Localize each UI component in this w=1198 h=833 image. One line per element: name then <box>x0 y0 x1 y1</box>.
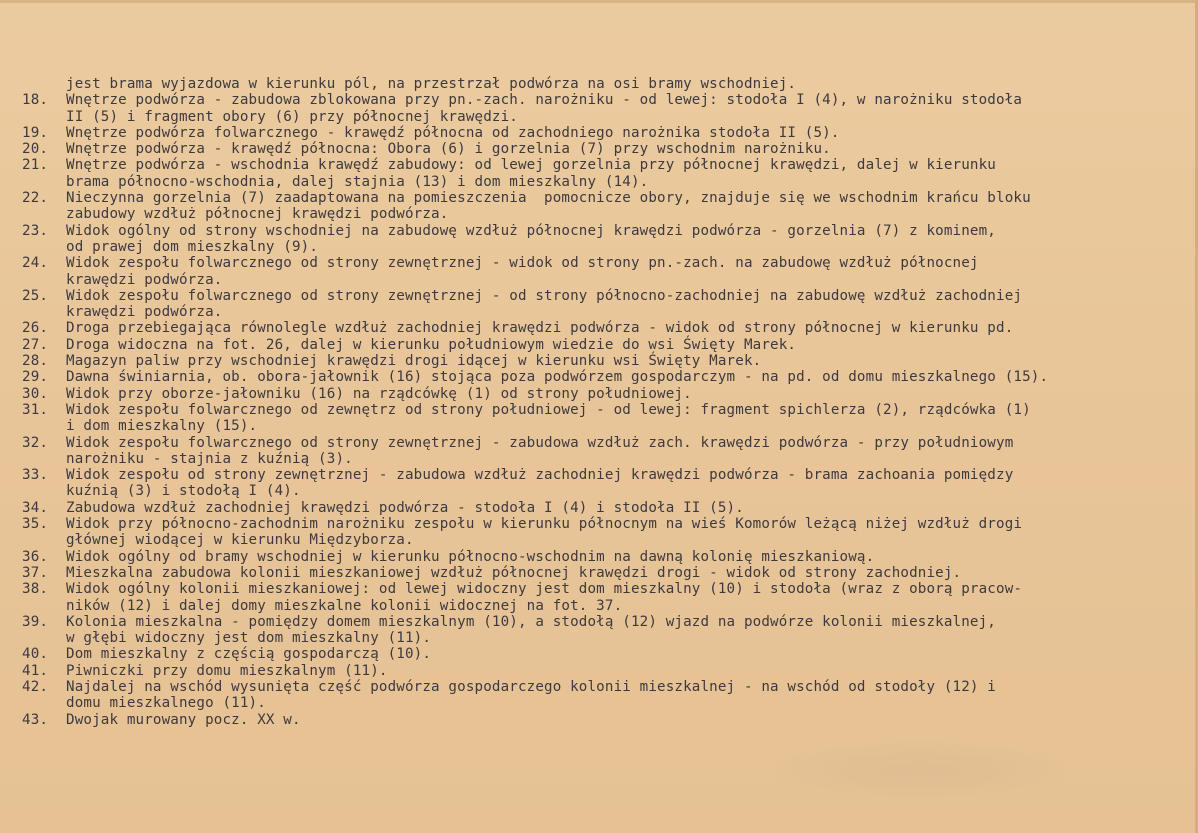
item-number: 35. <box>22 516 49 533</box>
list-item <box>22 320 1194 336</box>
text-line: Kolonia mieszkalna - pomiędzy domem mieszkalnym (10), a stodołą (12) wjazd na podwórze kolonii mieszkalnej, <box>66 613 997 630</box>
text-line: kuźnią (3) i stodołą I (4). <box>66 483 301 500</box>
item-number: 40. <box>22 646 49 663</box>
item-number: 29. <box>22 369 49 386</box>
item-text <box>66 581 1194 614</box>
text-line: Najdalej na wschód wysunięta część podwórza gospodarczego kolonii mieszkalnej - na wschód od stodoły (12) i <box>66 678 997 695</box>
item-text <box>66 288 1194 321</box>
item-number: 32. <box>22 434 49 451</box>
text-line: Widok zespołu folwarcznego od strony zewnętrznej - od strony północno-zachodniej na zabudowę wzdłuż zachodniej <box>66 287 1023 304</box>
list-item <box>22 76 1194 92</box>
list-item <box>22 646 1194 662</box>
item-number: 18. <box>22 92 49 109</box>
item-number: 31. <box>22 401 49 418</box>
list-item <box>22 516 1194 549</box>
item-number: 42. <box>22 678 49 695</box>
list-item <box>22 386 1194 402</box>
list-item <box>22 141 1194 157</box>
caption-list <box>22 76 1194 728</box>
text-line: domu mieszkalnego (11). <box>66 695 266 712</box>
list-item <box>22 712 1194 728</box>
text-line: narożniku - stajnia z kuźnią (3). <box>66 450 353 467</box>
item-text <box>66 500 1194 516</box>
list-item <box>22 190 1194 223</box>
text-line: krawędzi podwórza. <box>66 271 223 288</box>
item-number <box>22 76 66 92</box>
list-item <box>22 92 1194 125</box>
item-text <box>66 320 1194 336</box>
item-text <box>66 157 1194 190</box>
item-number: 30. <box>22 385 49 402</box>
item-number: 39. <box>22 613 49 630</box>
text-line: Widok zespołu folwarcznego od strony zewnętrznej - widok od strony pn.-zach. na zabudowę wzdłuż północnej <box>66 255 979 272</box>
text-line: Widok przy północno-zachodnim narożniku zespołu w kierunku północnym na wieś Komorów leżącą niżej wzdłuż drogi <box>66 516 1023 533</box>
list-item <box>22 467 1194 500</box>
list-item <box>22 549 1194 565</box>
item-text <box>66 125 1194 141</box>
text-line: Dom mieszkalny z częścią gospodarczą (10). <box>66 646 432 663</box>
list-item <box>22 223 1194 256</box>
item-text <box>66 337 1194 353</box>
list-item <box>22 337 1194 353</box>
text-line: Widok przy oborze-jałowniku (16) na rządcówkę (1) od strony południowej. <box>66 385 692 402</box>
item-number: 37. <box>22 564 49 581</box>
list-item <box>22 402 1194 435</box>
item-number: 25. <box>22 287 49 304</box>
text-line: głównej wiodącej w kierunku Międzyborza. <box>66 532 414 549</box>
item-text <box>66 549 1194 565</box>
item-number: 28. <box>22 353 49 370</box>
item-number: 43. <box>22 711 49 728</box>
item-text <box>66 663 1194 679</box>
paper-edge-top <box>0 0 1198 3</box>
item-number: 36. <box>22 548 49 565</box>
item-number: 38. <box>22 581 49 598</box>
text-line: Widok ogólny od bramy wschodniej w kierunku północno-wschodnim na dawną kolonię mieszkaniową. <box>66 548 875 565</box>
text-line: Widok zespołu od strony zewnętrznej - zabudowa wzdłuż zachodniej krawędzi podwórza - brama zachoania pomiędzy <box>66 467 1014 484</box>
text-line: i dom mieszkalny (15). <box>66 418 258 435</box>
text-line: w głębi widoczny jest dom mieszkalny (11). <box>66 630 432 647</box>
text-line: Widok ogólny od strony wschodniej na zabudowę wzdłuż północnej krawędzi podwórza - gorzelnia (7) z kominem, <box>66 222 997 239</box>
list-item <box>22 663 1194 679</box>
item-text <box>66 516 1194 549</box>
list-item <box>22 369 1194 385</box>
item-number: 21. <box>22 157 49 174</box>
item-text <box>66 565 1194 581</box>
text-line: Droga przebiegająca równolegle wzdłuż zachodniej krawędzi podwórza - widok od strony północnej w kierunku pd. <box>66 320 1014 337</box>
list-item <box>22 679 1194 712</box>
text-line: Piwniczki przy domu mieszkalnym (11). <box>66 662 388 679</box>
item-number: 33. <box>22 467 49 484</box>
list-item <box>22 157 1194 190</box>
item-text <box>66 353 1194 369</box>
item-number: 26. <box>22 320 49 337</box>
list-item <box>22 288 1194 321</box>
item-number: 22. <box>22 190 49 207</box>
item-number: 24. <box>22 255 49 272</box>
item-text <box>66 255 1194 288</box>
item-text <box>66 141 1194 157</box>
list-item <box>22 435 1194 468</box>
text-line: Dawna świniarnia, ob. obora-jałownik (16) stojąca poza podwórzem gospodarczym - na pd. od domu mieszkalnego (15). <box>66 369 1049 386</box>
text-line: Nieczynna gorzelnia (7) zaadaptowana na pomieszczenia pomocnicze obory, znajduje się we wschodnim krańcu bloku <box>66 190 1031 207</box>
list-item <box>22 255 1194 288</box>
item-text <box>66 190 1194 223</box>
text-line: zabudowy wzdłuż północnej krawędzi podwórza. <box>66 206 449 223</box>
text-line: brama północno-wschodnia, dalej stajnia (13) i dom mieszkalny (14). <box>66 173 649 190</box>
text-line: Wnętrze podwórza folwarcznego - krawędź północna od zachodniego narożnika stodoła II (5). <box>66 124 840 141</box>
list-item <box>22 614 1194 647</box>
text-line: II (5) i fragment obory (6) przy północnej krawędzi. <box>66 108 518 125</box>
item-number: 27. <box>22 336 49 353</box>
item-number: 34. <box>22 499 49 516</box>
text-line: Wnętrze podwórza - wschodnia krawędź zabudowy: od lewej gorzelnia przy północnej krawędzi, dalej w kierunku <box>66 157 997 174</box>
item-text <box>66 679 1194 712</box>
text-line: jest brama wyjazdowa w kierunku pól, na przestrzał podwórza na osi bramy wschodniej. <box>66 76 797 92</box>
text-line: Widok zespołu folwarcznego od zewnętrz od strony południowej - od lewej: fragment spichlerza (2), rządcówka (1) <box>66 401 1031 418</box>
list-item <box>22 353 1194 369</box>
text-line: Wnętrze podwórza - zabudowa zblokowana przy pn.-zach. narożniku - od lewej: stodoła I (4), w narożniku stodoła <box>66 92 1023 109</box>
list-item <box>22 500 1194 516</box>
list-item <box>22 125 1194 141</box>
item-text <box>66 76 1194 92</box>
list-item <box>22 565 1194 581</box>
text-line: ników (12) i dalej domy mieszkalne kolonii widocznej na fot. 37. <box>66 597 623 614</box>
text-line: Dwojak murowany pocz. XX w. <box>66 711 301 728</box>
item-text <box>66 386 1194 402</box>
item-text <box>66 369 1194 385</box>
item-text <box>66 435 1194 468</box>
list-item <box>22 581 1194 614</box>
text-line: Droga widoczna na fot. 26, dalej w kierunku południowym wiedzie do wsi Święty Marek. <box>66 336 797 353</box>
text-line: Wnętrze podwórza - krawędź północna: Obora (6) i gorzelnia (7) przy wschodnim narożniku. <box>66 141 831 158</box>
paper-smudge <box>770 740 1070 800</box>
item-number: 41. <box>22 662 49 679</box>
item-number: 19. <box>22 124 49 141</box>
text-line: Widok zespołu folwarcznego od strony zewnętrznej - zabudowa wzdłuż zach. krawędzi podwórza - przy południowym <box>66 434 1014 451</box>
item-text <box>66 646 1194 662</box>
text-line: Magazyn paliw przy wschodniej krawędzi drogi idącej w kierunku wsi Święty Marek. <box>66 353 762 370</box>
item-text <box>66 92 1194 125</box>
item-text <box>66 467 1194 500</box>
text-line: krawędzi podwórza. <box>66 304 223 321</box>
text-line: Mieszkalna zabudowa kolonii mieszkaniowej wzdłuż północnej krawędzi drogi - widok od strony zachodniej. <box>66 564 962 581</box>
text-line: od prawej dom mieszkalny (9). <box>66 238 319 255</box>
text-line: Zabudowa wzdłuż zachodniej krawędzi podwórza - stodoła I (4) i stodoła II (5). <box>66 499 744 516</box>
item-text <box>66 402 1194 435</box>
text-line: Widok ogólny kolonii mieszkaniowej: od lewej widoczny jest dom mieszkalny (10) i stodoła (wraz z oborą pracow- <box>66 581 1023 598</box>
item-number: 20. <box>22 141 49 158</box>
item-text <box>66 223 1194 256</box>
item-number: 23. <box>22 222 49 239</box>
item-text <box>66 614 1194 647</box>
item-text <box>66 712 1194 728</box>
